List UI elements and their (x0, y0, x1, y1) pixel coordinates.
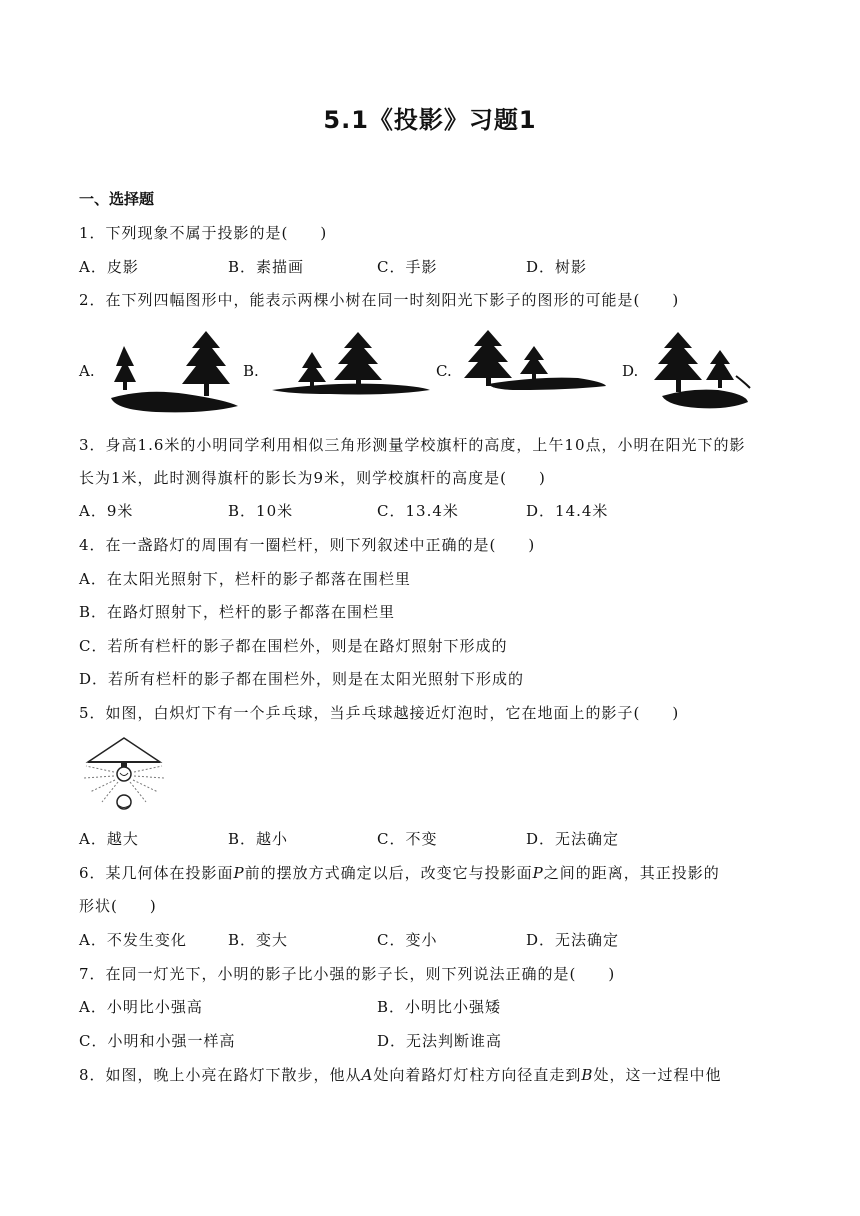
question-5-option-d: D．无法确定 (526, 830, 620, 848)
question-7-option-d: D．无法判断谁高 (377, 1032, 503, 1050)
lamp-and-ball-figure (80, 736, 168, 812)
question-8-text-3: 处，这一过程中他 (593, 1066, 722, 1084)
tree-shadow-figure-a (106, 326, 242, 414)
question-8-text-1: 8．如图，晚上小亮在路灯下散步，他从 (79, 1066, 362, 1084)
variable-p: P (233, 864, 245, 882)
question-5-option-c: C．不变 (377, 830, 438, 848)
question-7-option-a: A．小明比小强高 (79, 998, 203, 1016)
page-title: 5.1《投影》习题1 (323, 106, 537, 134)
tree-shadow-figure-d (648, 330, 754, 412)
question-6-text-3: 之间的距离，其正投影的 (543, 864, 720, 882)
question-3-line-2: 长为1米，此时测得旗杆的影长为9米，则学校旗杆的高度是( ) (79, 469, 546, 487)
question-6-text-1: 6．某几何体在投影面 (79, 864, 234, 882)
question-5-option-a: A．越大 (79, 830, 139, 848)
question-8-text-2: 处向着路灯灯柱方向径直走到 (373, 1066, 582, 1084)
question-3-option-b: B．10米 (228, 502, 294, 520)
question-6-line-1 (79, 862, 720, 883)
question-7-option-b: B．小明比小强矮 (377, 998, 502, 1016)
question-2-stem: 2．在下列四幅图形中，能表示两棵小树在同一时刻阳光下影子的图形的可能是( ) (79, 291, 680, 309)
tree-shadow-figure-b (270, 330, 432, 396)
question-3-option-a: A．9米 (79, 502, 134, 520)
question-1-stem: 1．下列现象不属于投影的是( ) (79, 224, 328, 242)
question-6-option-d: D．无法确定 (526, 931, 620, 949)
tree-shadow-figure-c (458, 328, 608, 392)
question-7-stem: 7．在同一灯光下，小明的影子比小强的影子长，则下列说法正确的是( ) (79, 965, 616, 983)
question-3-option-c: C．13.4米 (377, 502, 459, 520)
question-7-option-c: C．小明和小强一样高 (79, 1032, 236, 1050)
question-6-line-2: 形状( ) (79, 897, 157, 915)
question-4-option-b: B．在路灯照射下，栏杆的影子都落在围栏里 (79, 603, 396, 621)
question-2-label-b: B. (243, 362, 259, 380)
question-2-label-c: C. (436, 362, 452, 380)
question-1-option-d: D．树影 (526, 258, 588, 276)
question-1-option-c: C．手影 (377, 258, 438, 276)
question-4-stem: 4．在一盏路灯的周围有一圈栏杆，则下列叙述中正确的是( ) (79, 536, 536, 554)
question-1-option-a: A．皮影 (79, 258, 139, 276)
question-2-label-a: A. (79, 362, 95, 380)
question-3-line-1: 3．身高1.6米的小明同学利用相似三角形测量学校旗杆的高度，上午10点，小明在阳光下的影 (79, 436, 746, 454)
question-3-option-d: D．14.4米 (526, 502, 609, 520)
question-4-option-a: A．在太阳光照射下，栏杆的影子都落在围栏里 (79, 570, 411, 588)
section-heading: 一、选择题 (79, 190, 155, 208)
question-8-stem (79, 1064, 721, 1085)
question-5-option-b: B．越小 (228, 830, 289, 848)
question-4-option-d: D．若所有栏杆的影子都在围栏外，则是在太阳光照射下形成的 (79, 670, 525, 688)
variable-b: B (581, 1066, 594, 1084)
question-6-text-2: 前的摆放方式确定以后，改变它与投影面 (244, 864, 533, 882)
question-6-option-b: B．变大 (228, 931, 289, 949)
variable-p: P (532, 864, 544, 882)
question-4-option-c: C．若所有栏杆的影子都在围栏外，则是在路灯照射下形成的 (79, 637, 508, 655)
question-6-option-a: A．不发生变化 (79, 931, 187, 949)
question-2-label-d: D. (622, 362, 639, 380)
question-1-option-b: B．素描画 (228, 258, 305, 276)
question-6-option-c: C．变小 (377, 931, 438, 949)
variable-a: A (361, 1066, 374, 1084)
question-5-stem: 5．如图，白炽灯下有一个乒乓球，当乒乓球越接近灯泡时，它在地面上的影子( ) (79, 704, 680, 722)
